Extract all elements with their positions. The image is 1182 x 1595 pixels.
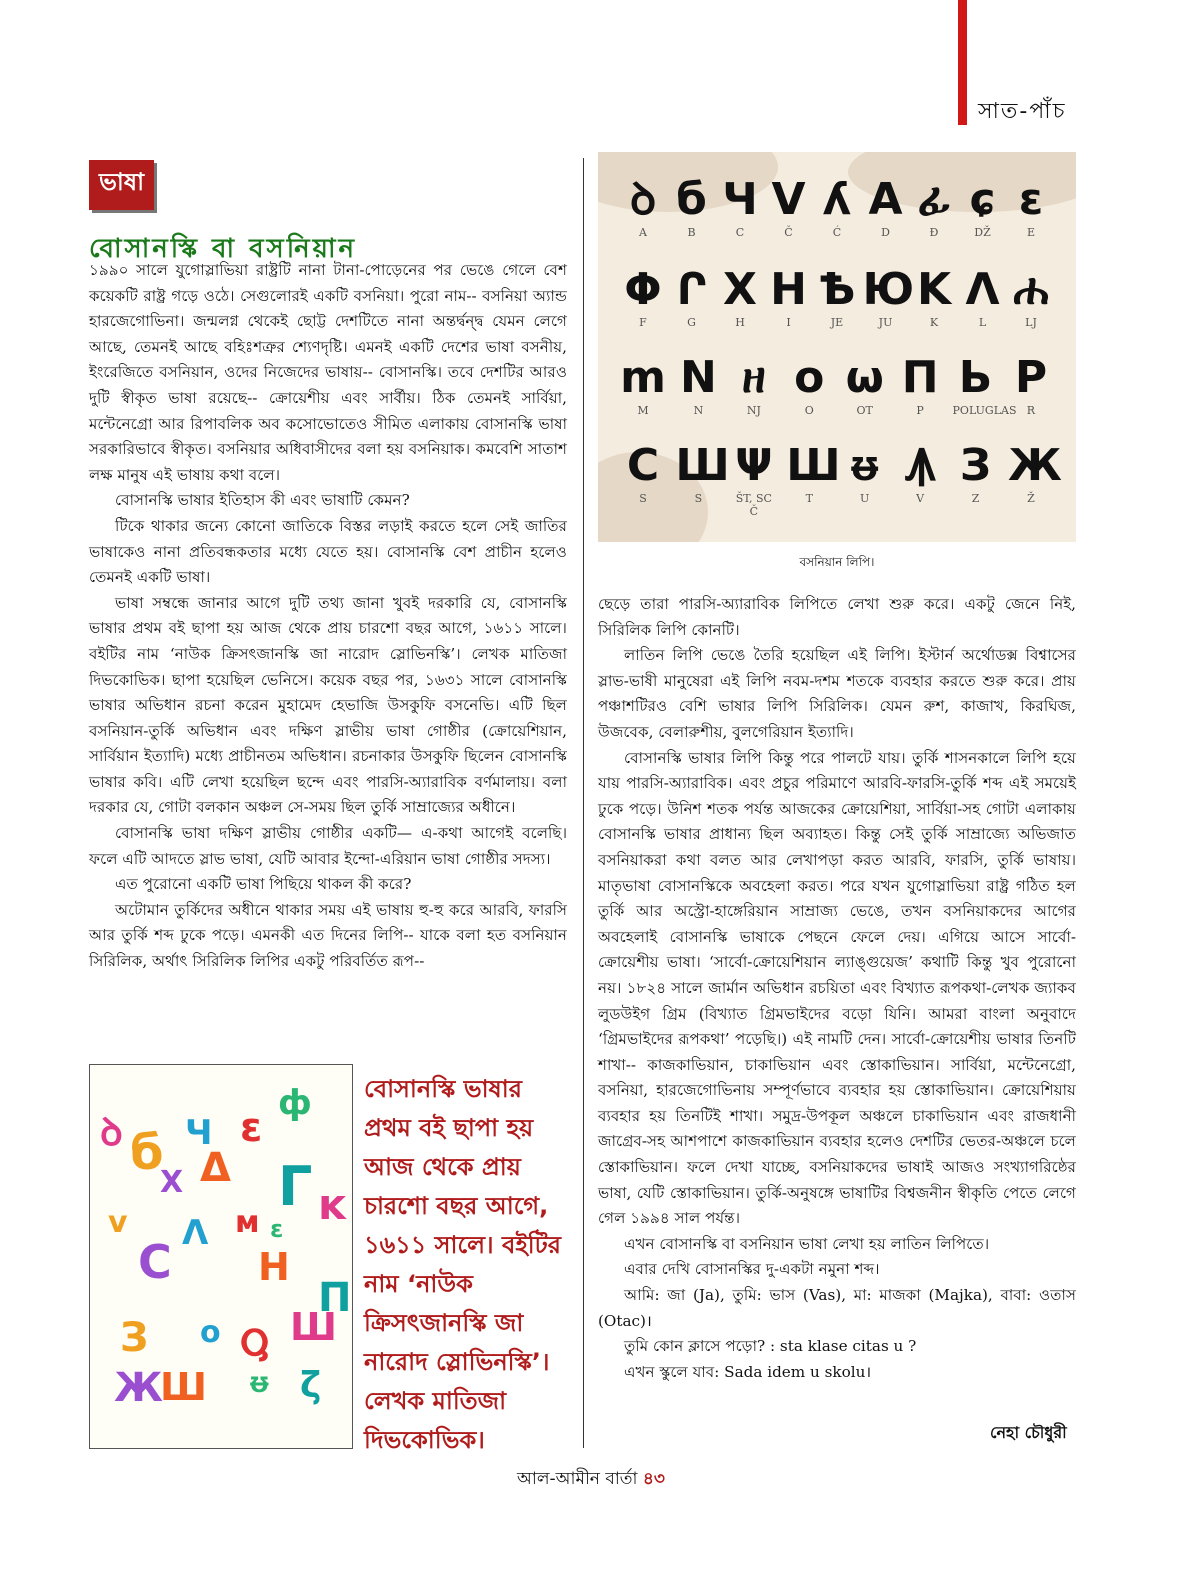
illustration-letter: Λ [182, 1213, 209, 1253]
script-letter [1008, 352, 1054, 417]
script-glyph: Ю [862, 264, 915, 315]
script-glyph: Ь [958, 352, 993, 403]
illustration-letter: ᵿ [250, 1365, 269, 1400]
left-column [89, 258, 567, 975]
script-transliteration: R [1026, 404, 1036, 417]
script-transliteration: Č [784, 226, 793, 239]
illustration-letter: Ш [160, 1365, 207, 1409]
script-transliteration: O [804, 404, 814, 417]
left-paragraph: বোসানস্কি ভাষার ইতিহাস কী এবং ভাষাটি কেমন? [115, 491, 410, 510]
script-glyph: ሐ [1013, 264, 1049, 315]
script-letter [786, 440, 841, 518]
illustration-letter: ζ [300, 1365, 322, 1406]
illustration-letter: o [200, 1315, 221, 1350]
script-glyph: X [723, 264, 757, 315]
script-transliteration: OT [856, 404, 873, 417]
figure-caption: বসনিয়ান লিপি। [799, 555, 875, 569]
illustration-letter: ĸ [318, 1180, 346, 1229]
script-transliteration: Z [971, 492, 980, 505]
script-transliteration: Đ [929, 226, 939, 239]
script-letter [669, 264, 715, 329]
script-glyph: ʎ [822, 174, 852, 225]
script-transliteration: C [735, 226, 745, 239]
script-glyph: б [676, 174, 707, 225]
script-glyph: ዘ [741, 352, 766, 403]
illustration-letter: Ⴓ [240, 1325, 270, 1365]
illustration-letter: Δ [200, 1145, 231, 1191]
script-glyph: ɕ [969, 174, 996, 225]
illustration-letter: П [318, 1275, 352, 1321]
left-paragraph: ভাষা সম্বন্ধে জানার আগে দুটি তথ্য জানা খুবই দরকারি যে, বোসানস্কি ভাষার প্রথম বই ছাপা হয় আজ থেকে প্রায় চারশো বছর আগে, ১৬১১ সালে। বইটির নাম ‘নাউক ক্রিসৎজানস্কি জা নারোদ স্লোভিনস্কি’। লেখক মাতিজা দিভকোভিক। ছাপা হয়েছিল ভেনিসে। কয়েক বছর পর, ১৬৩১ সালে বোসানস্কি ভাষার অভিধান রচনা করেন মুহামেদ হেভাজি উসকুফি বসনেভি। এটি ছিল বসনিয়ান-তুর্কি অভিধান এবং দক্ষিণ স্লাভীয় ভাষা গোষ্ঠীর (ক্রোয়েশিয়ান, সার্বিয়ান ইত্যাদি) মধ্যে প্রাচীনতম অভিধান। রচনাকার উসকুফি ছিলেন বোসানস্কি ভাষার কবি। এটি লেখা হয়েছিল ছন্দে এবং পারসি-অ্যারাবিক বর্ণমালায়। বলা দরকার যে, গোটা বলকান অঞ্চল সে-সময় ছিল তুর্কি সাম্রাজ্যের অধীনে। [89, 593, 567, 817]
script-glyph: ፊ [917, 174, 951, 225]
script-glyph: Ψ [735, 440, 773, 491]
script-transliteration: POLUGLAS [952, 404, 1017, 417]
script-glyph: o [794, 352, 825, 403]
script-letter [766, 264, 812, 329]
script-transliteration: L [978, 316, 987, 329]
script-letter [675, 352, 721, 417]
script-letter [897, 440, 943, 518]
script-transliteration: K [929, 316, 939, 329]
script-letter [1008, 174, 1054, 239]
right-paragraph: লাতিন লিপি ভেঙে তৈরি হয়েছিল এই লিপি। ইস্টার্ন অর্থোডক্স বিশ্বাসের স্লাভ-ভাষী মানুষেরা এই লিপি নবম-দশম শতকে ব্যবহার করতে শুরু করে। প্রায় পঞ্চাশটিরও বেশি ভাষার লিপি সিরিলিক। যেমন রুশ, কাজাখ, কিরঘিজ, উজবেক, বেলারুশীয়, বুলগেরিয়ান ইত্যাদি। [598, 646, 1076, 741]
illustration-letter: Г [278, 1155, 313, 1218]
script-glyph: V [771, 174, 806, 225]
category-tag: ভাষা [89, 160, 154, 210]
script-letter [1008, 264, 1054, 329]
script-letter [911, 174, 957, 239]
script-transliteration: Ž [1027, 492, 1035, 505]
script-glyph: Φ [624, 264, 662, 315]
script-letter [842, 440, 888, 518]
script-glyph: З [959, 440, 992, 491]
illustration-letter: ɛ [240, 1105, 263, 1151]
article-headline: বোসানস্কি বা বসনিয়ান [89, 234, 358, 264]
script-transliteration: U [860, 492, 870, 505]
illustration-letter: ꝺ [100, 1110, 123, 1154]
script-transliteration: NJ [746, 404, 761, 417]
colorful-letters-illustration [89, 1064, 353, 1449]
illustration-letter: C [138, 1235, 172, 1289]
script-letter [842, 352, 888, 417]
script-letter [911, 264, 957, 329]
script-glyph: ᵿ [851, 440, 879, 491]
magazine-name: আল-আমীন বার্তা [517, 1469, 638, 1489]
script-letter [620, 352, 666, 417]
script-glyph: Ж [1007, 440, 1062, 491]
right-paragraph: তুমি কোন ক্লাসে পড়ো? : sta klase citas u ? [624, 1337, 917, 1356]
pull-quote: বোসানস্কি ভাষার প্রথম বই ছাপা হয় আজ থেকে প্রায় চারশো বছর আগে, ১৬১১ সালে। বইটির নাম ‘নাউক ক্রিসৎজানস্কি জা নারোদ স্লোভিনস্কি’। লেখক মাতিজা দিভকোভিক। [364, 1075, 561, 1454]
script-letter [620, 174, 666, 239]
left-paragraph: টিকে থাকার জন্যে কোনো জাতিকে বিস্তর লড়াই করতে হলে সেই জাতির ভাষাকেও নানা প্রতিবন্ধকতার মধ্যে যেতে হয়। বোসানস্কি বেশ প্রাচীন হলেও তেমনই একটি ভাষা। [89, 516, 567, 587]
script-transliteration: S [639, 492, 647, 505]
illustration-letter: Ш [290, 1305, 337, 1349]
right-column [598, 592, 1076, 1385]
right-paragraph: এখন বোসানস্কি বা বসনিয়ান ভাষা লেখা হয় লাতিন লিপিতে। [624, 1234, 990, 1253]
script-letter [620, 264, 666, 329]
script-glyph: C [626, 440, 660, 491]
script-letter [669, 174, 715, 239]
script-glyph: Ш [675, 440, 730, 491]
illustration-letter: v [108, 1205, 128, 1240]
illustration-letter: Ч [185, 1113, 213, 1153]
script-transliteration: JE [830, 316, 844, 329]
script-letter [953, 440, 999, 518]
section-number: সাত-পাঁচ [978, 99, 1067, 124]
illustration-letter: м [235, 1205, 260, 1240]
right-paragraph: এখন স্কুলে যাব: Sada idem u skolu। [624, 1362, 872, 1381]
script-letter [863, 174, 909, 239]
right-paragraph: বোসানস্কি ভাষার লিপি কিন্তু পরে পালটে যায়। তুর্কি শাসনকালে লিপি হয়ে যায় পারসি-অ্যারাবিক। এবং প্রচুর পরিমাণে আরবি-ফারসি-তুর্কি শব্দ এই সময়েই ঢুকে পড়ে। উনিশ শতক পর্যন্ত আজকের ক্রোয়েশিয়া, সার্বিয়া-সহ গোটা এলাকায় বোসানস্কি ভাষার প্রাধান্য ছিল অব্যাহত। কিন্তু সেই তুর্কি সাম্রাজ্যে অভিজাত বসনিয়াকরা কথা বলত আর লেখাপড়া করত আরবি, ফারসি, তুর্কি ভাষায়। মাতৃভাষা বোসানস্কিকে অবহেলা করত। পরে যখন যুগোস্লাভিয়া রাষ্ট্র গঠিত হল তুর্কি আর অস্ট্রো-হাঙ্গেরিয়ান সাম্রাজ্য ভেঙে, তখন বসনিয়াকদের আগের অবহেলাই বোসানস্কি ভাষাকে পেছনে ফেলে দেয়। এগিয়ে আসে সার্বো-ক্রোয়েশীয় ভাষা। ‘সার্বো-ক্রোয়েশিয়ান ল্যাঙ্গুয়েজ’ কথাটি কিন্তু খুব পুরোনো নয়। ১৮২৪ সালে জার্মান অভিধান রচয়িতা এবং বিখ্যাত রূপকথা-লেখক জ্যাকব লুডউইগ গ্রিম (বিখ্যাত গ্রিমভাইদের বড়ো যিনি। আমরা বাংলা অনুবাদে ‘গ্রিমভাইদের রূপকথা’ পড়েছি।) এই নামটি দেন। সার্বো-ক্রোয়েশীয় ভাষার তিনটি শাখা-- কাজকাভিয়ান, চাকাভিয়ান এবং স্তোকাভিয়ান। সার্বিয়া, মন্টেনেগ্রো, বসনিয়া, হারজেগোভিনায় সম্পূর্ণভাবে ব্যবহার হয় স্তোকাভিয়ান। ক্রোয়েশিয়ায় ব্যবহার হয় তিনটিই শাখা। সমুদ্র-উপকূল অঞ্চলে চাকাভিয়ান এবং রাজধানী জাগ্রেব-সহ আশপাশে কাজকাভিয়ান ব্যবহার হলেও দেশটির ভেতর-অঞ্চলে চলে স্তোকাভিয়ান। ফলে দেখা যাচ্ছে, বসনিয়াকদের ভাষাই আজও সংখ্যাগরিষ্ঠের ভাষা, যেটি স্তোকাভিয়ান। তুর্কি-অনুষঙ্গে ভাষাটির বিশ্বজনীন স্বীকৃতি পেতে লেগে গেল ১৯৯৪ সাল পর্যন্ত। [598, 748, 1076, 1228]
illustration-letter: б [130, 1125, 164, 1181]
script-glyph: Λ [965, 264, 1000, 315]
left-paragraph: এত পুরোনো একটি ভাষা পিছিয়ে থাকল কী করে? [115, 875, 412, 894]
script-transliteration: LJ [1025, 316, 1037, 329]
left-paragraph: বোসানস্কি ভাষা দক্ষিণ স্লাভীয় গোষ্ঠীর একটি— এ-কথা আগেই বলেছি। ফলে এটি আদতে স্লাভ ভাষা, যেটি আবার ইন্দো-এরিয়ান ভাষা গোষ্ঠীর সদস্য। [89, 824, 567, 868]
script-row [620, 264, 1054, 329]
script-letter [897, 352, 943, 417]
right-paragraph: এবার দেখি বোসানস্কির দু-একটা নমুনা শব্দ। [624, 1260, 880, 1279]
script-transliteration: M [637, 404, 649, 417]
header-red-bar [958, 0, 967, 125]
script-glyph: Ꙟ [905, 440, 935, 491]
script-letter [1007, 440, 1062, 518]
bosnian-script-figure [598, 152, 1076, 542]
page-footer [0, 1466, 1182, 1494]
author-name: নেহা চৌধুরী [990, 1423, 1067, 1442]
script-transliteration: F [639, 316, 647, 329]
script-letter [766, 174, 812, 239]
script-transliteration: T [805, 492, 813, 505]
script-letter [862, 264, 915, 329]
script-transliteration: I [786, 316, 791, 329]
script-letter [675, 440, 730, 518]
script-transliteration: H [735, 316, 745, 329]
script-transliteration: G [687, 316, 696, 329]
illustration-letter: X [160, 1165, 184, 1200]
column-divider [583, 158, 584, 1448]
script-transliteration: DŽ [974, 226, 991, 239]
script-transliteration: V [916, 492, 925, 505]
illustration-letter: H [258, 1245, 290, 1289]
script-glyph: Ր [676, 264, 707, 315]
right-paragraph: আমি: জা (Ja), তুমি: ভাস (Vas), মা: মাজকা (Majka), বাবা: ওতাস (Otac)। [598, 1286, 1076, 1330]
script-transliteration: B [687, 226, 696, 239]
script-glyph: K [916, 264, 952, 315]
script-transliteration: Ć [832, 226, 842, 239]
script-glyph: ꝺ [629, 174, 657, 225]
script-glyph: N [680, 352, 717, 403]
script-transliteration: N [693, 404, 704, 417]
illustration-letter: З [120, 1315, 149, 1361]
script-glyph: ω [845, 352, 884, 403]
script-letter [814, 174, 860, 239]
left-paragraph: অটোমান তুর্কিদের অধীনে থাকার সময় এই ভাষায় হু-হু করে আরবি, ফারসি আর তুর্কি শব্দ ঢুকে পড়ে। এমনকী এত দিনের লিপি-- যাকে বলা হত বসনিয়ান সিরিলিক, অর্থাৎ সিরিলিক লিপির একটু পরিবর্তিত রূপ-- [89, 900, 567, 971]
script-transliteration: P [916, 404, 924, 417]
script-glyph: m [620, 352, 666, 403]
right-paragraph: ছেড়ে তারা পারসি-অ্যারাবিক লিপিতে লেখা শুরু করে। একটু জেনে নিই, সিরিলিক লিপি কোনটি। [598, 595, 1076, 639]
script-letter [620, 440, 666, 518]
script-row [620, 174, 1054, 239]
script-letter [717, 264, 763, 329]
script-glyph: A [868, 174, 903, 225]
script-letter [731, 352, 777, 417]
script-transliteration: JU [878, 316, 893, 329]
script-letter [786, 352, 832, 417]
page-number: ৪৩ [642, 1469, 665, 1489]
script-letter [731, 440, 777, 518]
script-transliteration: ŠT, SC Č [735, 492, 772, 518]
script-glyph: П [901, 352, 939, 403]
script-glyph: ɛ [1018, 174, 1044, 225]
illustration-letter: Ж [114, 1365, 163, 1411]
script-letter [952, 352, 1017, 417]
illustration-letter: ф [278, 1083, 312, 1123]
script-letter [960, 174, 1006, 239]
script-glyph: Ш [786, 440, 841, 491]
left-paragraph: ১৯৯০ সালে যুগোস্লাভিয়া রাষ্ট্রটি নানা টানা-পোড়েনের পর ভেঙে গেলে বেশ কয়েকটি রাষ্ট্র গড়ে ওঠে। সেগুলোরই একটি বসনিয়া। পুরো নাম-- বসনিয়া অ্যান্ড হারজেগোভিনা। জন্মলগ্ন থেকেই ছোট্ট দেশটিতে নানা অন্তর্দ্বন্দ্ব যেমন লেগে আছে, তেমনই আছে বহিঃশত্রুর শ্যেণদৃষ্টি। এমনই একটি দেশের ভাষা বসনীয়, ইংরেজিতে বসনিয়ান, ওদের নিজেদের ভাষায়-- বোসানস্কি। তবে দেশটির আরও দুটি স্বীকৃত ভাষা রয়েছে-- ক্রোয়েশীয় এবং সার্বীয়। ঠিক তেমনই সার্বিয়া, মন্টেনেগ্রো আর রিপাবলিক অব কসোভোতেও সীমিত এলাকায় বোসানস্কি ভাষা সরকারিভাবে স্বীকৃত। বসনিয়ার অধিবাসীদের বলা হয় বসনিয়াক। কমবেশি সাতাশ লক্ষ মানুষ এই ভাষায় কথা বলে। [89, 261, 567, 484]
script-transliteration: S [694, 492, 703, 505]
script-letter [717, 174, 763, 239]
script-transliteration: E [1026, 226, 1036, 239]
illustration-letter: ɛ [270, 1215, 284, 1243]
script-letter [960, 264, 1006, 329]
script-row [620, 352, 1054, 417]
script-glyph: Ѣ [818, 264, 856, 315]
script-glyph: Ч [722, 174, 758, 225]
script-letter [814, 264, 860, 329]
script-glyph: Н [770, 264, 807, 315]
script-transliteration: A [639, 226, 647, 239]
script-glyph: P [1014, 352, 1048, 403]
script-row [620, 440, 1062, 518]
script-transliteration: D [881, 226, 890, 239]
